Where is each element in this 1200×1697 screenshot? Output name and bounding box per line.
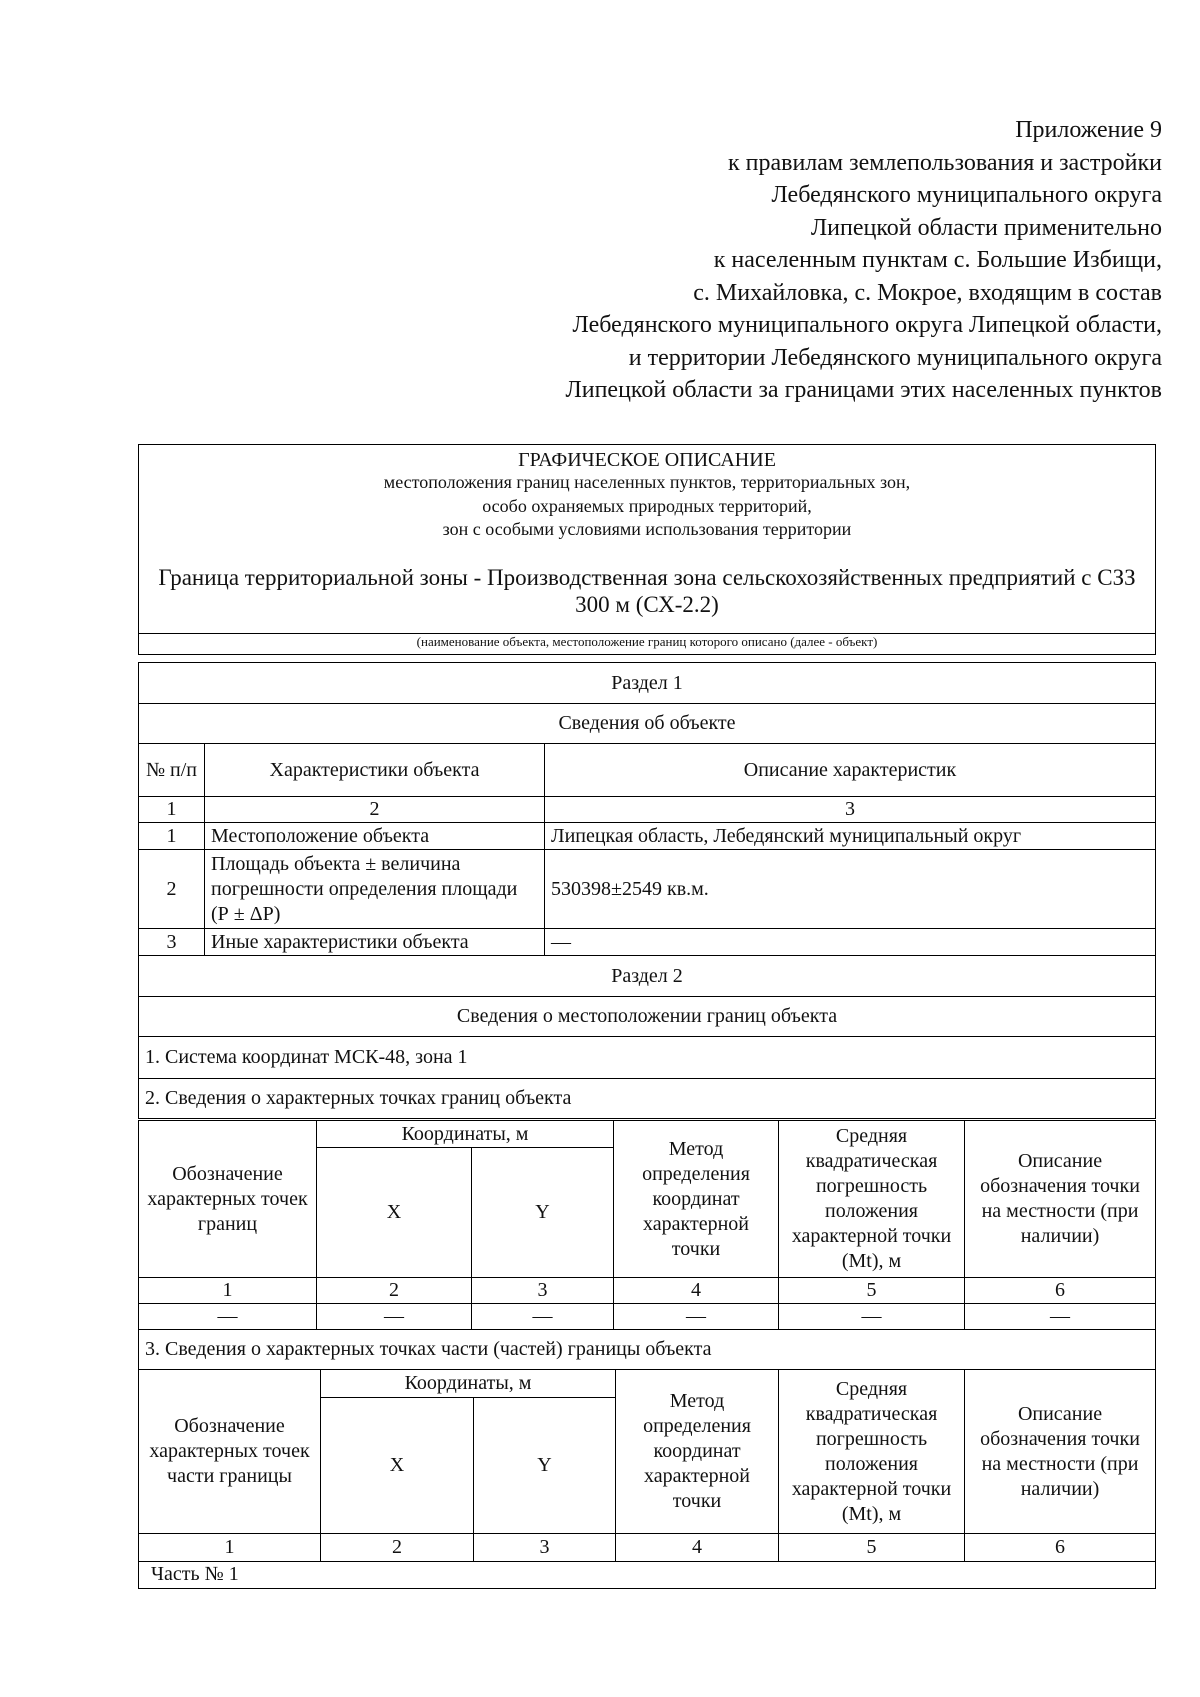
col-index: 1 [139,1278,317,1304]
appendix-line: Приложение 9 [1015,117,1162,143]
row-value: Липецкая область, Лебедянский муниципальный округ [545,823,1156,850]
col-header-y: Y [474,1398,616,1534]
row-value: — [545,929,1156,956]
appendix-line: Липецкой области за границами этих населенных пунктов [565,377,1162,403]
col-index: 1 [139,1534,321,1562]
boundary-points-table [138,1120,1156,1370]
document-title: ГРАФИЧЕСКОЕ ОПИСАНИЕ [518,449,776,471]
section2-title: Раздел 2 [139,956,1156,997]
appendix-line: с. Михайловка, с. Мокрое, входящим в состав [693,279,1162,306]
col-index: 5 [779,1278,965,1304]
col-header-coordinates: Координаты, м [321,1370,616,1398]
col-header-x: X [317,1148,472,1278]
col-index: 1 [139,797,205,823]
object-name: Граница территориальной зоны - Производственная зона сельскохозяйственных предприятий с СЗЗ 300 м (СХ-2.2) [158,564,1136,617]
row-num: 2 [139,850,205,929]
col-index: 2 [321,1534,474,1562]
coordinate-system: 1. Система координат МСК-48, зона 1 [139,1037,1156,1079]
col-header-description: Описание характеристик [545,744,1156,797]
col-index: 3 [472,1278,614,1304]
part-label: Часть № 1 [138,1561,1156,1589]
appendix-line: Лебедянского муниципального округа [771,182,1162,208]
table-cell: — [965,1304,1156,1330]
row-value: 530398±2549 кв.м. [545,850,1156,929]
col-header-coordinates: Координаты, м [317,1121,614,1148]
col-header-point-description: Описание обозначения точки на местности (при наличии) [965,1370,1156,1534]
appendix-line: и территории Лебедянского муниципального округа [628,344,1162,371]
document-header [138,444,1156,655]
section1-title: Раздел 1 [139,663,1156,704]
col-index: 3 [545,797,1156,823]
table-row [139,850,1156,929]
col-header-designation: Обозначение характерных точек части границы [139,1370,321,1534]
col-index: 2 [317,1278,472,1304]
points-heading: 2. Сведения о характерных точках границ объекта [139,1079,1156,1119]
row-characteristic: Местоположение объекта [205,823,545,850]
col-index: 4 [616,1534,779,1562]
row-characteristic: Иные характеристики объекта [205,929,545,956]
col-header-error: Средняя квадратическая погрешность положения характерной точки (Mt), м [779,1370,965,1534]
col-header-method: Метод определения координат характерной точки [616,1370,779,1534]
col-header-designation: Обозначение характерных точек границ [139,1121,317,1278]
col-header-num: № п/п [139,744,205,797]
table-cell: — [472,1304,614,1330]
parts-heading: 3. Сведения о характерных точках части (частей) границы объекта [139,1330,1156,1370]
table-cell: — [317,1304,472,1330]
section1-table [138,662,1156,1119]
col-index: 5 [779,1534,965,1562]
document-subtitle-line: особо охраняемых природных территорий, [482,495,812,516]
table-row [139,929,1156,956]
table-row [139,1304,1156,1330]
col-header-method: Метод определения координат характерной точки [614,1121,779,1278]
section2-subtitle: Сведения о местоположении границ объекта [139,997,1156,1037]
appendix-line: к населенным пунктам с. Большие Избищи, [713,247,1162,273]
appendix-note [402,114,1162,407]
object-name-note: (наименование объекта, местоположение границ которого описано (далее - объект) [138,633,1156,655]
row-characteristic: Площадь объекта ± величина погрешности определения площади (Р ± ΔР) [205,850,545,929]
table-cell: — [779,1304,965,1330]
col-header-characteristic: Характеристики объекта [205,744,545,797]
col-index: 4 [614,1278,779,1304]
table-cell: — [139,1304,317,1330]
document-subtitle-line: зон с особыми условиями использования территории [442,519,852,539]
col-index: 6 [965,1278,1156,1304]
boundary-parts-table [138,1369,1156,1562]
col-header-x: X [321,1398,474,1534]
col-index: 2 [205,797,545,823]
appendix-line: Лебедянского муниципального округа Липецкой области, [572,312,1162,338]
appendix-line: к правилам землепользования и застройки [727,149,1162,176]
table-row [139,823,1156,850]
appendix-line: Липецкой области применительно [810,214,1162,241]
col-header-point-description: Описание обозначения точки на местности (при наличии) [965,1121,1156,1278]
col-index: 6 [965,1534,1156,1562]
document-subtitle-line: местоположения границ населенных пунктов, территориальных зон, [383,472,911,492]
row-num: 1 [139,823,205,850]
col-header-error: Средняя квадратическая погрешность положения характерной точки (Mt), м [779,1121,965,1278]
section1-subtitle: Сведения об объекте [139,704,1156,744]
col-header-y: Y [472,1148,614,1278]
table-cell: — [614,1304,779,1330]
col-index: 3 [474,1534,616,1562]
row-num: 3 [139,929,205,956]
